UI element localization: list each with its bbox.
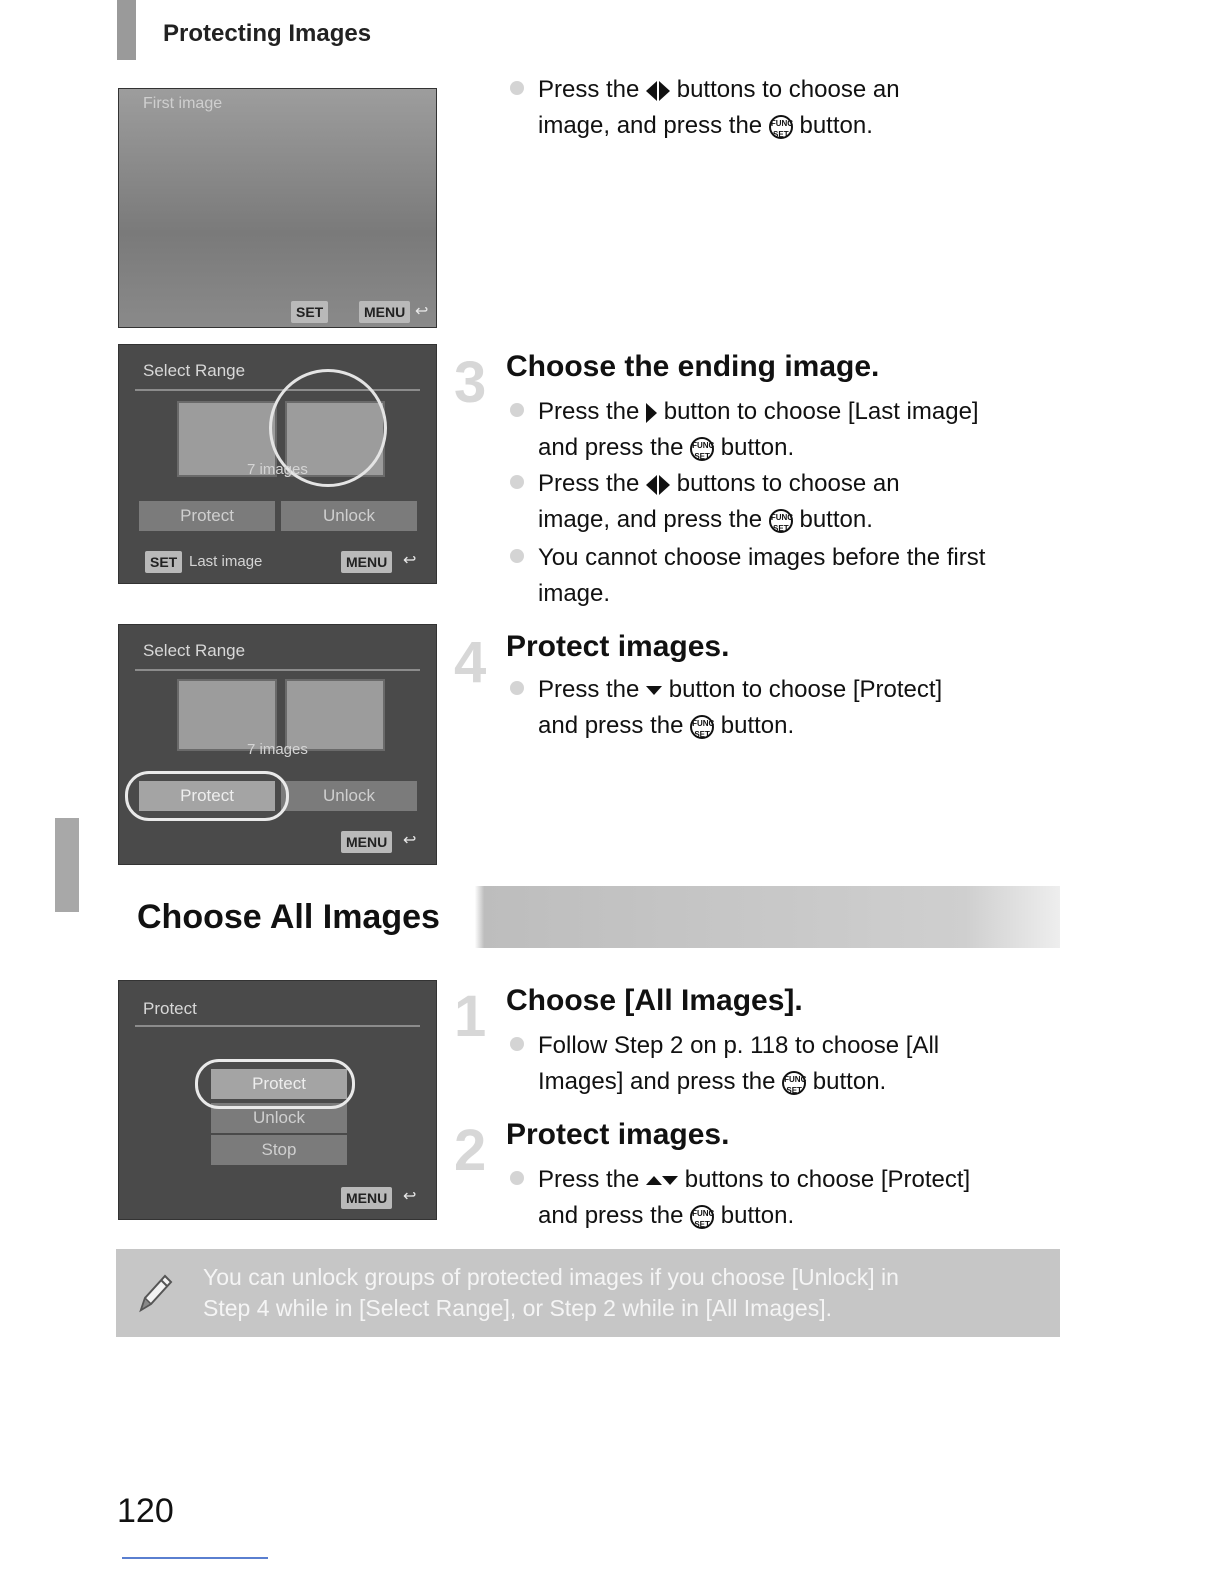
image-count: 7 images xyxy=(247,461,308,478)
screen-label: Select Range xyxy=(143,361,246,380)
menu-chip: MENU xyxy=(359,301,410,323)
note-line1: You can unlock groups of protected images if you choose [Unlock] in xyxy=(203,1264,899,1290)
set-chip: SET xyxy=(291,301,328,323)
step-number: 3 xyxy=(454,350,487,415)
stop-option: Stop xyxy=(211,1135,347,1165)
menu-chip: MENU xyxy=(341,1187,392,1209)
screen-label: Select Range xyxy=(143,641,246,660)
highlight-pill xyxy=(125,771,289,821)
left-arrow-icon xyxy=(646,81,657,101)
image-count: 7 images xyxy=(247,741,308,758)
intro-bullet-line2: image, and press the FUNC SET button. xyxy=(538,112,873,139)
section-title: Choose All Images xyxy=(137,898,440,936)
step3-bullet3-line2: image. xyxy=(538,580,611,607)
protect-option: Protect xyxy=(139,501,275,531)
screen-first-image xyxy=(118,88,437,328)
screen-select-range-ending xyxy=(118,344,437,584)
return-icon: ↩ xyxy=(403,832,417,849)
side-tab xyxy=(55,818,79,912)
bullet-icon xyxy=(510,681,524,695)
bullet-icon xyxy=(510,475,524,489)
func-set-icon: FUNC SET xyxy=(690,437,714,461)
note-text xyxy=(203,1262,1043,1324)
step3-bullet1-line1: Press the button to choose [Last image] xyxy=(510,398,979,426)
bullet-icon xyxy=(510,1171,524,1185)
all-step2-line1: Press the buttons to choose [Protect] xyxy=(510,1166,970,1194)
menu-chip: MENU xyxy=(341,551,392,573)
screen-select-range-protect xyxy=(118,624,437,865)
divider xyxy=(135,1025,420,1027)
return-icon: ↩ xyxy=(403,552,417,569)
step3-bullet2-line2: image, and press the FUNC SET button. xyxy=(538,506,873,533)
right-arrow-icon xyxy=(646,403,657,423)
divider xyxy=(135,389,420,391)
bullet-icon xyxy=(510,81,524,95)
highlight-pill xyxy=(195,1059,355,1109)
unlock-option: Unlock xyxy=(281,501,417,531)
landscape-photo xyxy=(119,89,437,328)
func-set-icon: FUNC SET xyxy=(690,1205,714,1229)
page-header-title: Protecting Images xyxy=(163,20,372,47)
step-title: Choose [All Images]. xyxy=(506,984,803,1017)
page-number: 120 xyxy=(117,1492,174,1530)
step3-bullet2-line1: Press the buttons to choose an xyxy=(510,470,900,498)
step4-bullet1-line1: Press the button to choose [Protect] xyxy=(510,676,942,704)
right-arrow-icon xyxy=(659,475,670,495)
step-title: Protect images. xyxy=(506,630,730,663)
screen-label: First image xyxy=(143,95,223,112)
screen-label: Protect xyxy=(143,999,197,1018)
step-title: Choose the ending image. xyxy=(506,350,880,383)
return-icon: ↩ xyxy=(403,1188,417,1205)
all-step1-line1: Follow Step 2 on p. 118 to choose [All xyxy=(510,1032,939,1060)
note-line2: Step 4 while in [Select Range], or Step 2 while in [All Images]. xyxy=(203,1295,832,1321)
step-number: 1 xyxy=(454,984,487,1049)
step3-bullet3-line1: You cannot choose images before the first xyxy=(510,544,985,572)
all-step2-line2: and press the FUNC SET button. xyxy=(538,1202,795,1229)
bullet-icon xyxy=(510,1037,524,1051)
func-set-icon: FUNC SET xyxy=(782,1071,806,1095)
divider xyxy=(135,669,420,671)
return-icon: ↩ xyxy=(415,303,429,320)
pencil-icon xyxy=(133,1270,175,1318)
intro-bullet-line1: Press the buttons to choose an xyxy=(510,76,900,104)
screen-protect-all xyxy=(118,980,437,1220)
left-arrow-icon xyxy=(646,475,657,495)
func-set-icon: FUNC SET xyxy=(769,509,793,533)
func-set-icon: FUNC SET xyxy=(769,115,793,139)
protect-option: Protect xyxy=(139,781,275,811)
step-number: 4 xyxy=(454,630,487,695)
step3-bullet1-line2: and press the FUNC SET button. xyxy=(538,434,795,461)
up-arrow-icon xyxy=(646,1176,662,1185)
menu-chip: MENU xyxy=(341,831,392,853)
unlock-option: Unlock xyxy=(211,1103,347,1133)
bullet-icon xyxy=(510,549,524,563)
header-tab xyxy=(117,0,136,60)
footer-rule xyxy=(122,1557,268,1559)
protect-option: Protect xyxy=(211,1069,347,1099)
down-arrow-icon xyxy=(646,686,662,695)
func-set-icon: FUNC SET xyxy=(690,715,714,739)
step-title: Protect images. xyxy=(506,1118,730,1151)
bullet-icon xyxy=(510,403,524,417)
down-arrow-icon xyxy=(662,1176,678,1185)
step4-bullet1-line2: and press the FUNC SET button. xyxy=(538,712,795,739)
step-number: 2 xyxy=(454,1118,487,1183)
unlock-option: Unlock xyxy=(281,781,417,811)
right-arrow-icon xyxy=(659,81,670,101)
all-step1-line2: Images] and press the FUNC SET button. xyxy=(538,1068,887,1095)
set-label: Last image xyxy=(189,553,263,570)
set-chip: SET xyxy=(145,551,182,573)
